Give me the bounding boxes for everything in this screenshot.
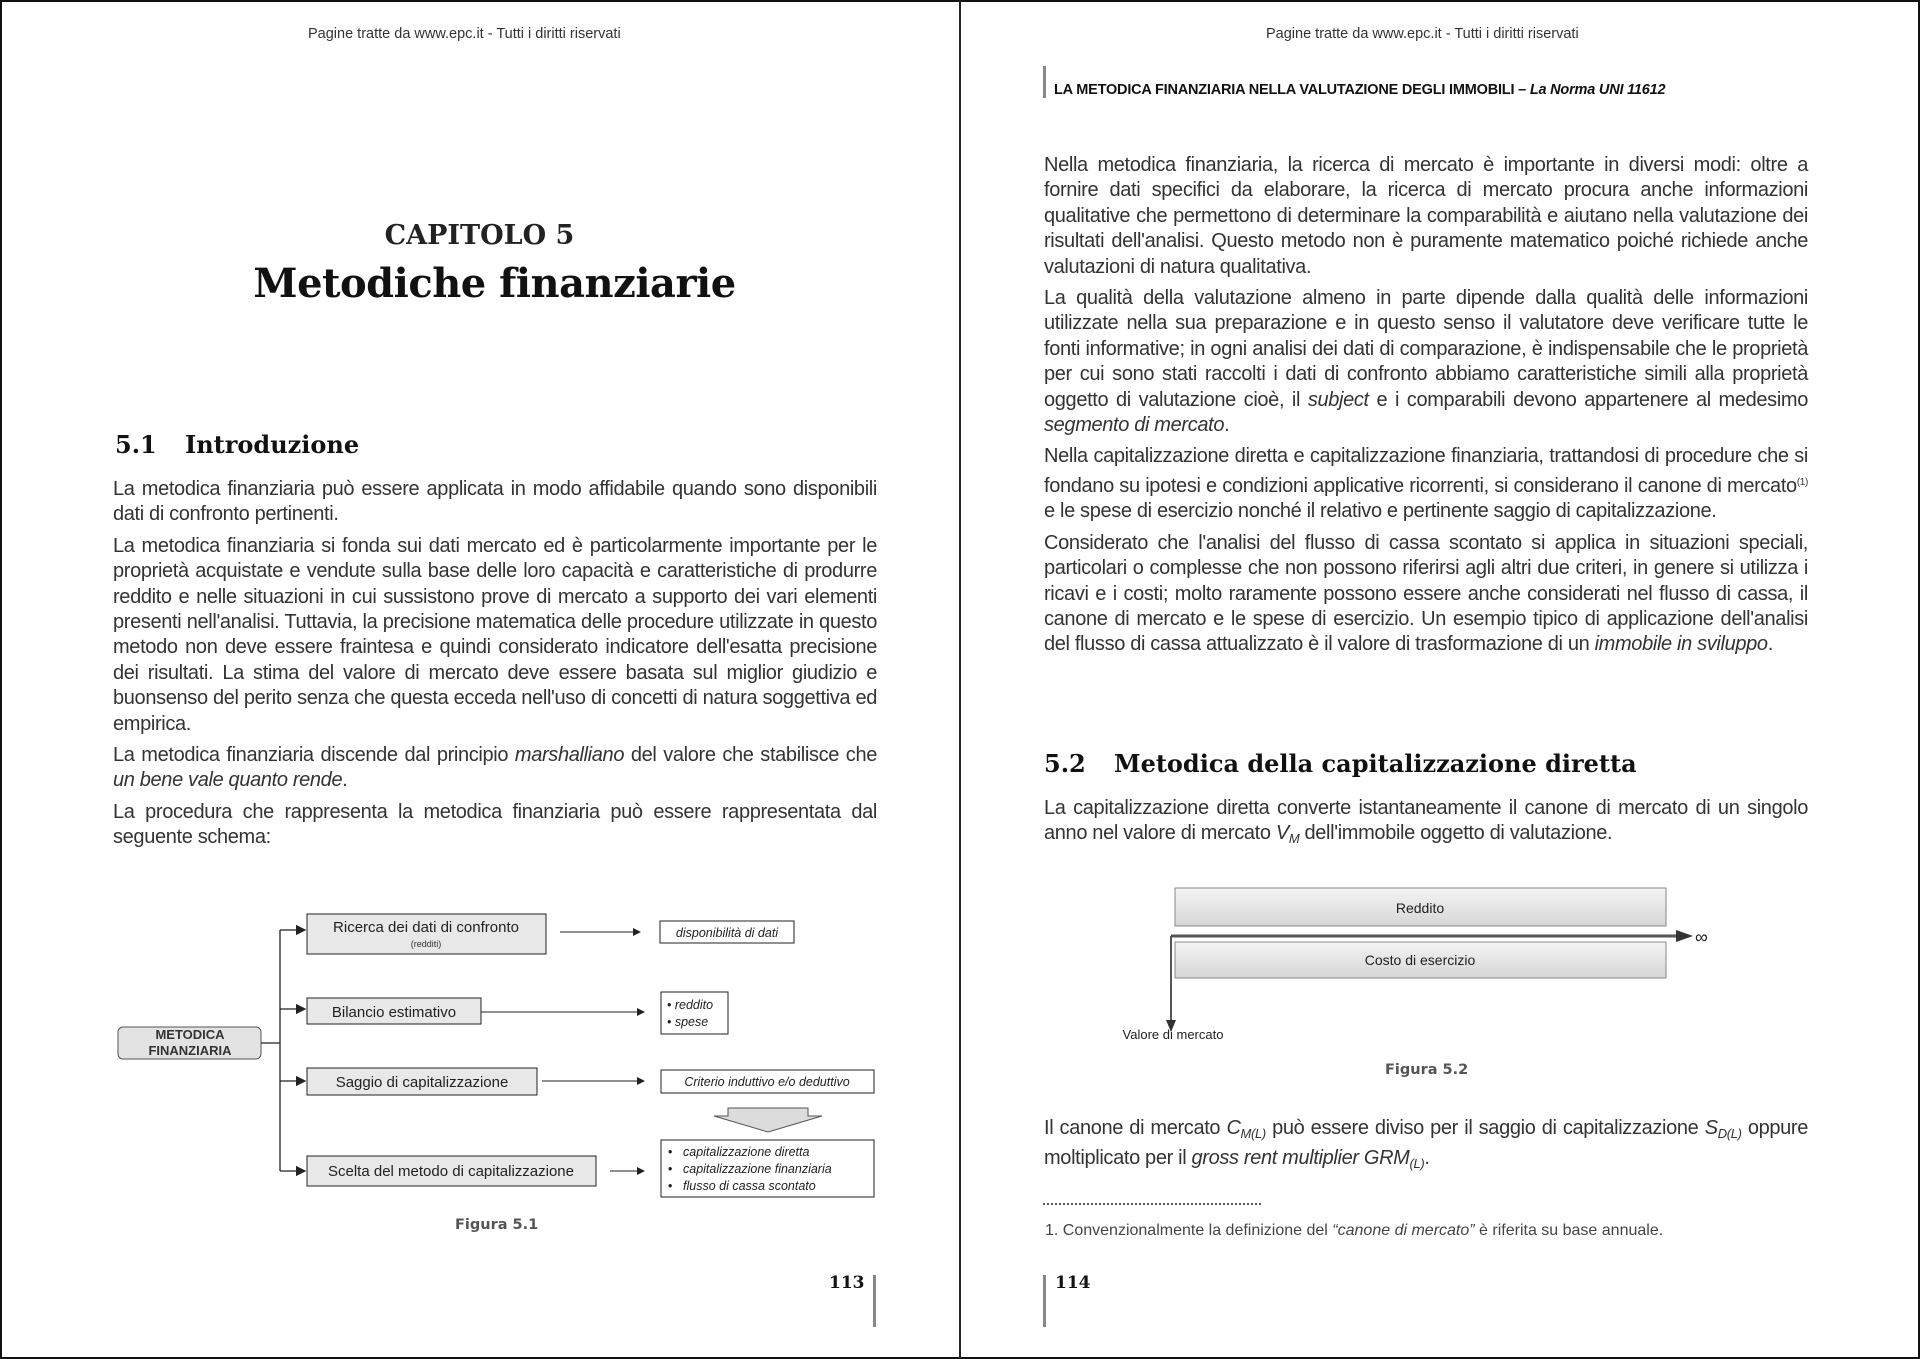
paragraph: La metodica finanziaria si fonda sui dati mercato ed è particolarmente importante per le proprietà acquistate e vendute sulla base delle loro capacità e caratteristiche di produrre reddito e nelle situazioni in cui sussistono prove di mercato a supporto dei vari elementi presenti nell'analisi. Tuttavia, la precisione matematica delle procedure utilizzate in questo metodo non deve essere fraintesa e quindi considerato indicatore dell'esatta precisione dei risultati. La stima del valore di mercato deve essere basata sul miglior giudizio e buonsenso del perito senza che questa ecceda nell'uso di concetti di natura soggettiva ed empirica. bbox=[113, 534, 877, 735]
paragraph: Nella metodica finanziaria, la ricerca di mercato è importante in diversi modi: oltre a fornire dati specifici da elaborare, la ricerca di mercato procura anche informazioni qualitative che permettono di determinare la comparabilità e aiutano nella valutazione dei risultati dell'analisi. Questo metodo non è puramente matematico poiché richiede anche valutazioni di natura qualitativa. bbox=[1044, 154, 1808, 278]
page-number-bar bbox=[1043, 1275, 1046, 1327]
paragraph: La qualità della valutazione almeno in parte dipende dalla qualità delle informazioni utilizzate nella sua preparazione e in questo senso il valutatore deve verificare tutte le fonti informative; in ogni analisi dei dati di comparazione, è indispensabile che le proprietà per cui sono stati raccolti i dati di confronto abbiamo caratteristiche simili alla proprietà oggetto di valutazione cioè, il subject e i comparabili devono appartenere al medesimo segmento di mercato. bbox=[1044, 287, 1809, 437]
paragraph: La capitalizzazione diretta converte istantaneamente il canone di mercato di un singolo anno nel valore di mercato $V_M$ dell'immobile oggetto di valutazione. bbox=[1044, 797, 1808, 847]
output-label: capitalizzazione finanziaria bbox=[683, 1162, 832, 1176]
figure-caption: Figura 5.1 bbox=[455, 1217, 539, 1233]
paragraph: Considerato che l'analisi del flusso di cassa scontato si applica in situazioni speciali, particolari o complesse che non possono riferirsi agli altri due criteri, in genere si utilizza i ricavi e i costi; molto raramente possono essere anche considerati nel flusso di cassa, il canone di mercato e le spese di esercizio. Un esempio tipico di applicazione dell'analisi del flusso di cassa attualizzato è il valore di trasformazione di un immobile in sviluppo. bbox=[1044, 531, 1808, 656]
bar-label: Reddito bbox=[1395, 900, 1445, 916]
page-number: 113 bbox=[829, 1273, 865, 1293]
paragraph: Nella capitalizzazione diretta e capitalizzazione finanziaria, trattandosi di procedure che si fondano su ipotesi e condizioni applicative ricorrenti, si considerano il canone di mercato$^{(1)}$ e le spese di esercizio nonché il relativo e pertinente saggio di capitalizzazione. bbox=[1044, 445, 1808, 523]
body-text bbox=[113, 477, 877, 857]
body-text bbox=[1044, 153, 1808, 664]
body-text bbox=[1044, 796, 1808, 858]
section-title: Metodica della capitalizzazione diretta bbox=[1114, 749, 1637, 778]
figure-5-1-diagram bbox=[110, 900, 890, 1220]
section-number: 5.1 bbox=[115, 430, 157, 459]
step-sublabel: (redditi) bbox=[410, 939, 442, 949]
output-label: Criterio induttivo e/o deduttivo bbox=[684, 1075, 850, 1089]
paragraph: La metodica finanziaria può essere applicata in modo affidabile quando sono disponibili dati di confronto pertinenti. bbox=[113, 478, 877, 526]
figure-caption: Figura 5.2 bbox=[1385, 1062, 1469, 1078]
page-number-bar bbox=[873, 1275, 876, 1327]
step-label: Bilancio estimativo bbox=[331, 1004, 457, 1021]
axis-label: Valore di mercato bbox=[1122, 1027, 1224, 1042]
page-source-header: Pagine tratte da www.epc.it - Tutti i diritti riservati bbox=[308, 26, 621, 42]
section-number: 5.2 bbox=[1044, 749, 1086, 778]
page-source-header: Pagine tratte da www.epc.it - Tutti i diritti riservati bbox=[1266, 26, 1579, 42]
svg-text:•: • bbox=[668, 1162, 673, 1176]
output-label: flusso di cassa scontato bbox=[683, 1179, 816, 1193]
section-title: Introduzione bbox=[185, 430, 360, 459]
body-text bbox=[1044, 1116, 1808, 1183]
infinity-symbol: ∞ bbox=[1695, 927, 1708, 947]
chapter-title: Metodiche finanziarie bbox=[253, 260, 736, 307]
svg-text:•: • bbox=[668, 1179, 673, 1193]
running-head: LA METODICA FINANZIARIA NELLA VALUTAZIONE DEGLI IMMOBILI – La Norma UNI 11612 bbox=[1043, 66, 1665, 98]
footnote: 1. Convenzionalmente la definizione del “canone di mercato” è riferita su base annuale. bbox=[1045, 1222, 1664, 1239]
paragraph: La procedura che rappresenta la metodica finanziaria può essere rappresentata dal seguente schema: bbox=[113, 800, 877, 849]
section-heading bbox=[1044, 749, 1637, 778]
output-label: • spese bbox=[667, 1015, 709, 1029]
output-label: • reddito bbox=[667, 998, 714, 1012]
right-page bbox=[961, 0, 1920, 1359]
page-number: 114 bbox=[1055, 1273, 1091, 1293]
step-label: Saggio di capitalizzazione bbox=[335, 1074, 509, 1091]
output-label: disponibilità di dati bbox=[675, 926, 779, 940]
step-label: Ricerca dei dati di confronto bbox=[333, 919, 519, 936]
svg-text:•: • bbox=[668, 1145, 673, 1159]
root-label-line1: METODICA bbox=[155, 1027, 225, 1042]
output-label: capitalizzazione diretta bbox=[683, 1145, 810, 1159]
bar-label: Costo di esercizio bbox=[1364, 952, 1476, 968]
figure-5-2-diagram bbox=[1101, 880, 1708, 1055]
paragraph: La metodica finanziaria discende dal principio marshalliano del valore che stabilisce che un bene vale quanto rende. bbox=[113, 744, 877, 792]
paragraph: Il canone di mercato $C_{M(L)}$ può essere diviso per il saggio di capitalizzazione $S_{D(L)}$ oppure moltiplicato per il gross rent multiplier $GRM_{(L)}$. bbox=[1044, 1117, 1808, 1172]
section-heading bbox=[115, 430, 359, 459]
chapter-label: CAPITOLO 5 bbox=[384, 220, 575, 251]
root-label-line2: FINANZIARIA bbox=[148, 1043, 232, 1058]
footnote-rule bbox=[1043, 1203, 1261, 1205]
down-arrow-icon bbox=[714, 1108, 822, 1132]
left-page bbox=[0, 0, 959, 1359]
step-label: Scelta del metodo di capitalizzazione bbox=[328, 1163, 574, 1180]
